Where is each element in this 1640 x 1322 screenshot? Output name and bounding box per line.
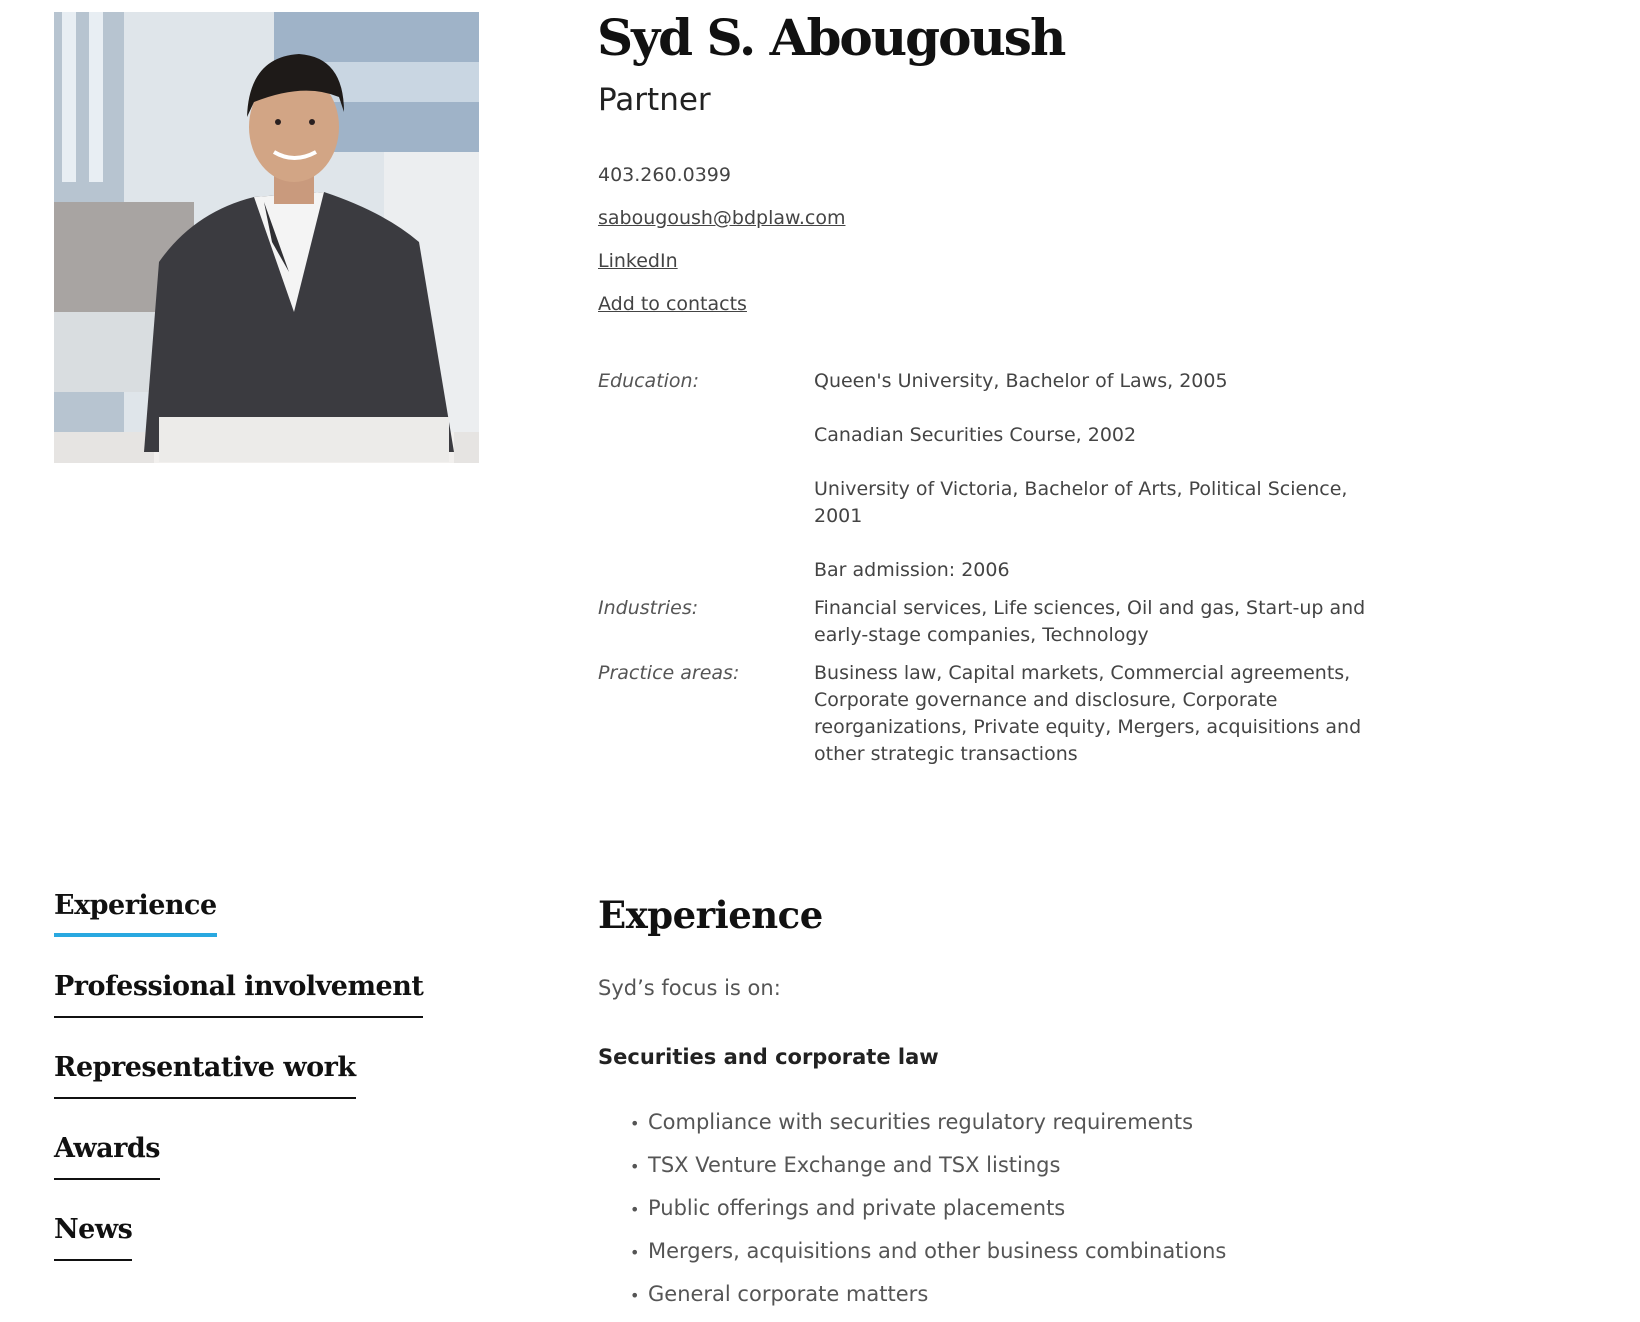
industries-row xyxy=(598,595,1398,649)
list-item-text: TSX Venture Exchange and TSX listings xyxy=(648,1153,1061,1177)
list-item xyxy=(630,1275,1226,1318)
industries-value: Financial services, Life sciences, Oil and gas, Start-up and early-stage companies, Technology xyxy=(814,597,1366,646)
email-link[interactable]: sabougoush@bdplaw.com xyxy=(598,207,846,229)
practice-areas-row xyxy=(598,660,1398,768)
tab-experience[interactable]: Experience xyxy=(54,890,217,937)
linkedin-link[interactable]: LinkedIn xyxy=(598,250,678,272)
bullet-icon: • xyxy=(630,1157,640,1176)
profile-photo xyxy=(54,12,479,463)
add-contacts-row xyxy=(598,293,747,315)
practice-areas-value: Business law, Capital markets, Commercial agreements, Corporate governance and disclosure, Corporate reorganizations, Private equity, Mergers, acquisitions and other strategic transactions xyxy=(814,662,1362,765)
details-table xyxy=(598,368,1398,779)
attorney-name: Syd S. Abougoush xyxy=(597,8,1065,67)
email-row xyxy=(598,207,845,229)
education-item: Bar admission: 2006 xyxy=(814,559,1010,581)
tab-professional-involvement[interactable]: Professional involvement xyxy=(54,971,423,1018)
linkedin-row xyxy=(598,250,678,272)
bullet-icon: • xyxy=(630,1286,640,1305)
phone-number: 403.260.0399 xyxy=(598,164,731,186)
experience-list xyxy=(630,1103,1226,1318)
list-item xyxy=(630,1146,1226,1189)
bullet-icon: • xyxy=(630,1114,640,1133)
experience-subheading: Securities and corporate law xyxy=(598,1045,939,1069)
section-tabs xyxy=(54,890,423,1295)
education-values xyxy=(814,368,1384,584)
list-item-text: General corporate matters xyxy=(648,1282,929,1306)
attorney-role: Partner xyxy=(598,82,711,118)
experience-intro: Syd’s focus is on: xyxy=(598,976,781,1000)
list-item-text: Mergers, acquisitions and other business combinations xyxy=(648,1239,1227,1263)
tab-representative-work[interactable]: Representative work xyxy=(54,1052,356,1099)
experience-heading: Experience xyxy=(598,893,823,937)
list-item xyxy=(630,1103,1226,1146)
education-label: Education: xyxy=(598,370,699,392)
education-item: Canadian Securities Course, 2002 xyxy=(814,424,1137,446)
list-item xyxy=(630,1232,1226,1275)
bullet-icon: • xyxy=(630,1243,640,1262)
practice-areas-label: Practice areas: xyxy=(598,662,740,684)
list-item xyxy=(630,1189,1226,1232)
list-item-text: Compliance with securities regulatory requirements xyxy=(648,1110,1194,1134)
education-row xyxy=(598,368,1398,584)
education-item: University of Victoria, Bachelor of Arts, Political Science, 2001 xyxy=(814,478,1348,527)
bullet-icon: • xyxy=(630,1200,640,1219)
tab-news[interactable]: News xyxy=(54,1214,132,1261)
industries-label: Industries: xyxy=(598,597,699,619)
list-item-text: Public offerings and private placements xyxy=(648,1196,1066,1220)
add-to-contacts-link[interactable]: Add to contacts xyxy=(598,293,747,315)
tab-awards[interactable]: Awards xyxy=(54,1133,160,1180)
education-item: Queen's University, Bachelor of Laws, 2005 xyxy=(814,370,1228,392)
